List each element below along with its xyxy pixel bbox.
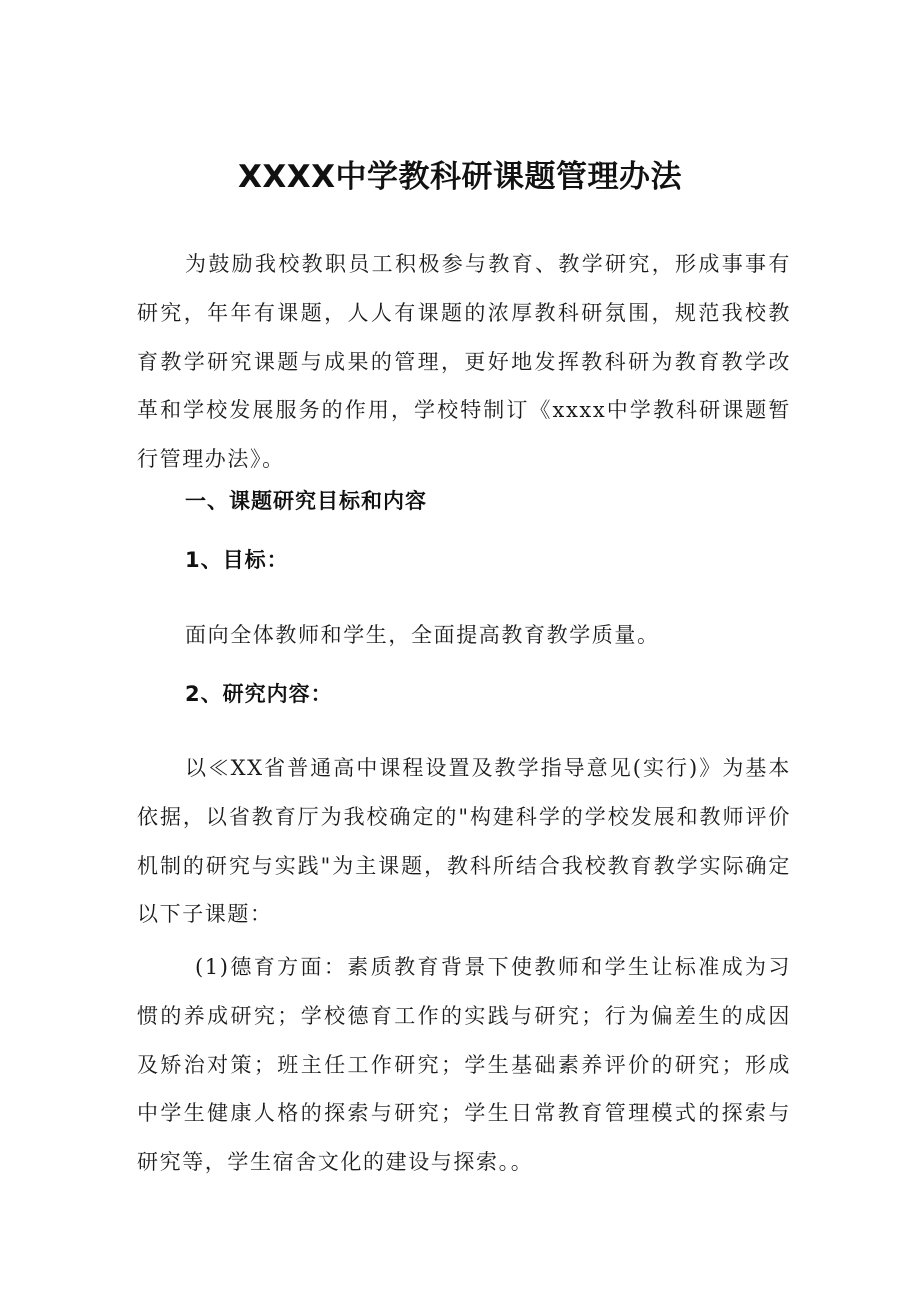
subsection-heading-research-content: 2、研究内容： — [185, 682, 333, 706]
subsection-heading-goal: 1、目标： — [185, 548, 289, 572]
document-title: XXXX中学教科研课题管理办法 — [237, 158, 683, 195]
research-content-paragraph: 以≪XX省普通高中课程设置及教学指导意见(实行)》为基本依据，以省教育厅为我校确定的"构建科学的学校发展和教师评价机制的研究与实践"为主课题，教科所结合我校教育教学实际确定以下子课题： — [137, 756, 791, 927]
goal-text: 面向全体教师和学生，全面提高教育教学质量。 — [185, 623, 660, 647]
moral-education-item-paragraph: (1)德育方面：素质教育背景下使教师和学生让标准成为习惯的养成研究；学校德育工作的实践与研究；行为偏差生的成因及矫治对策；班主任工作研究；学生基础素养评价的研究；形成中学生健康人格的探索与研究；学生日常教育管理模式的探索与研究等，学生宿舍文化的建设与探索。。 — [137, 955, 791, 1175]
intro-paragraph: 为鼓励我校教职员工积极参与教育、教学研究，形成事事有研究，年年有课题，人人有课题的浓厚教科研氛围，规范我校教育教学研究课题与成果的管理，更好地发挥教科研为教育教学改革和学校发展服务的作用，学校特制订《xxxx中学教科研课题暂行管理办法》。 — [137, 252, 791, 472]
section-heading-goals-and-content: 一、课题研究目标和内容 — [185, 489, 427, 513]
